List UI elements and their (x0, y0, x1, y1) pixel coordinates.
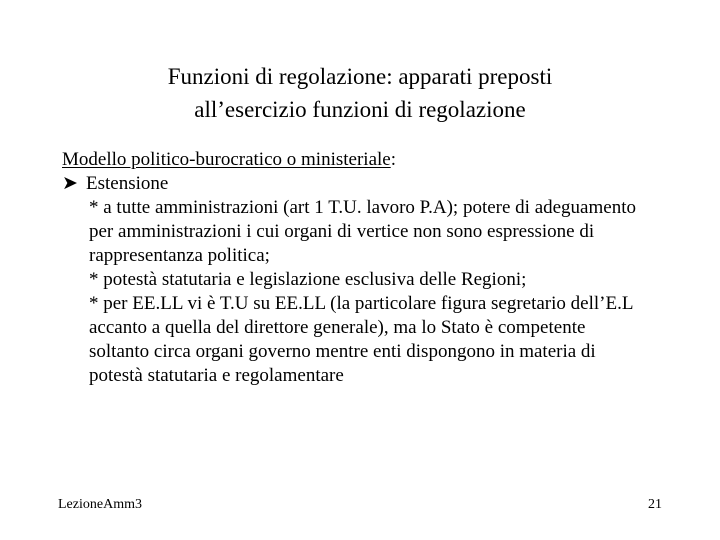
page-number: 21 (648, 497, 662, 512)
list-item: * a tutte amministrazioni (art 1 T.U. lavoro P.A); potere di adeguamento per amministrazioni i cui organi di vertice non sono espressione di rappresentanza politica; (89, 197, 636, 266)
arrow-bullet-icon: ➤ (62, 173, 78, 194)
section-heading: Modello politico-burocratico o ministeriale (62, 149, 391, 170)
bullet-label: Estensione (86, 173, 169, 194)
slide-content (62, 148, 682, 388)
slide-title-line-1: Funzioni di regolazione: apparati preposti (167, 64, 553, 89)
list-item: * per EE.LL vi è T.U su EE.LL (la particolare figura segretario dell’E.L accanto a quella del direttore generale), ma lo Stato è competente soltanto circa organi governo mentre enti dispongono in materia di potestà statutaria e regolamentare (89, 293, 633, 386)
bullet-row (62, 172, 682, 196)
slide-title (60, 60, 660, 126)
list-item: * potestà statutaria e legislazione esclusiva delle Regioni; (89, 269, 527, 290)
slide-title-line-2: all’esercizio funzioni di regolazione (194, 97, 526, 122)
footer-label: LezioneAmm3 (58, 497, 142, 512)
section-heading-colon: : (390, 149, 396, 170)
section-heading-row (62, 148, 682, 172)
